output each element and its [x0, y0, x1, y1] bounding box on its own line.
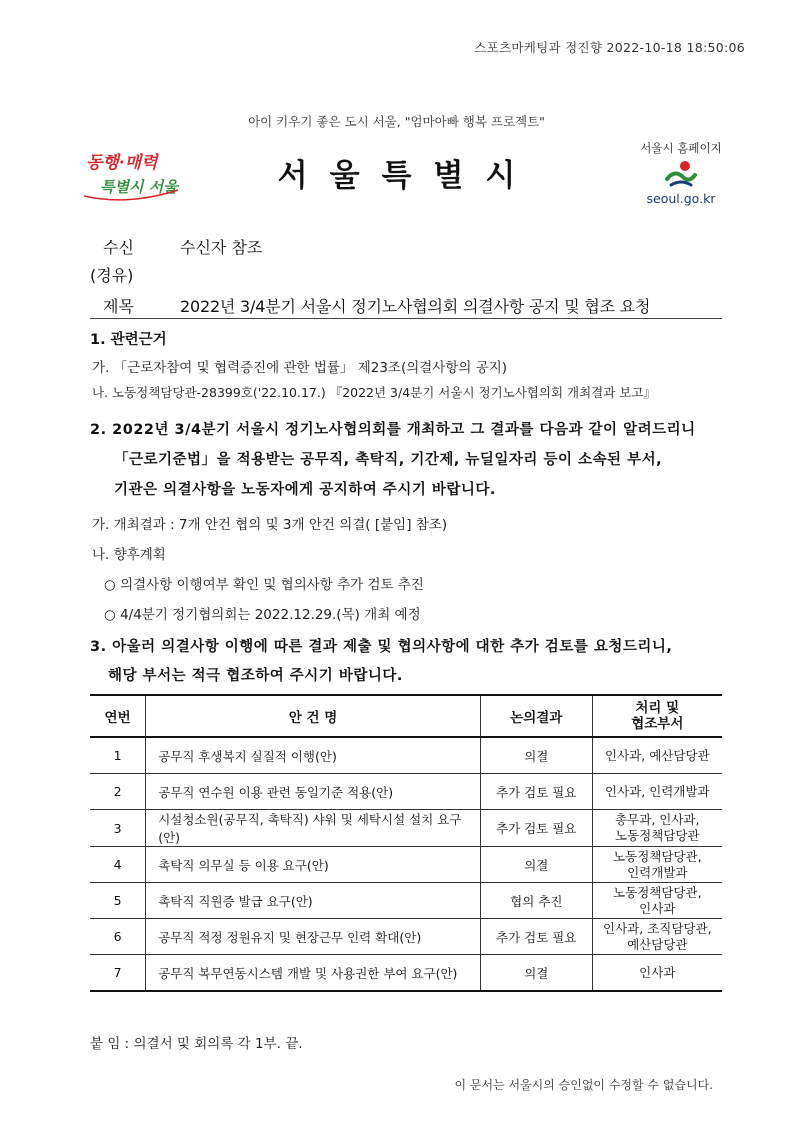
- table-row: [90, 955, 722, 992]
- homepage-block: [636, 140, 726, 220]
- row-dept: 인사과: [592, 955, 722, 992]
- homepage-domain[interactable]: seoul.go.kr: [646, 191, 716, 206]
- header-dept: 처리 및 협조부서: [592, 695, 722, 737]
- seoul-symbol-icon: [661, 159, 701, 189]
- row-no: 5: [90, 883, 146, 919]
- footer-note: 이 문서는 서울시의 승인없이 수정할 수 없습니다.: [454, 1078, 713, 1092]
- row-title: 촉탁직 의무실 등 이용 요구(안): [146, 847, 481, 883]
- section3-line-1: 3. 아울러 의결사항 이행에 따른 결과 제출 및 협의사항에 대한 추가 검토를 요청드리니,: [90, 639, 673, 655]
- org-title: 서울특별시: [277, 158, 538, 194]
- table-row: [90, 774, 722, 810]
- row-no: 6: [90, 919, 146, 955]
- row-title: 촉탁직 직원증 발급 요구(안): [146, 883, 481, 919]
- row-title: 공무직 복무연동시스템 개발 및 사용권한 부여 요구(안): [146, 955, 481, 992]
- section3-line-2: 해당 부서는 적극 협조하여 주시기 바랍니다.: [108, 668, 403, 684]
- table-row: [90, 847, 722, 883]
- header-divider: [90, 318, 722, 319]
- subject-label: 제목: [103, 297, 134, 316]
- row-no: 1: [90, 737, 146, 774]
- recipient-value: 수신자 참조: [180, 238, 263, 257]
- row-no: 4: [90, 847, 146, 883]
- row-result: 의결: [480, 955, 592, 992]
- agenda-table: [90, 694, 722, 992]
- recipient-label: 수신: [103, 238, 134, 257]
- attachment-line: 붙 임 : 의결서 및 회의록 각 1부. 끝.: [90, 1036, 303, 1052]
- plan-bullet-1: ○ 의결사항 이행여부 확인 및 협의사항 추가 검토 추진: [104, 577, 424, 593]
- svg-text:특별시 서울: 특별시 서울: [100, 178, 178, 196]
- header-title: 안 건 명: [146, 695, 481, 737]
- section2-line-3: 기관은 의결사항을 노동자에게 공지하여 주시기 바랍니다.: [114, 482, 496, 498]
- row-title: 공무직 후생복지 실질적 이행(안): [146, 737, 481, 774]
- plan-bullet-2: ○ 4/4분기 정기협의회는 2022.12.29.(목) 개최 예정: [104, 607, 421, 623]
- row-dept: 노동정책담당관, 인사과: [592, 883, 722, 919]
- table-header-row: [90, 695, 722, 737]
- row-dept: 총무과, 인사과, 노동정책담당관: [592, 810, 722, 847]
- row-dept: 인사과, 예산담당관: [592, 737, 722, 774]
- row-result: 추가 검토 필요: [480, 919, 592, 955]
- subject-value: 2022년 3/4분기 서울시 정기노사협의회 의결사항 공지 및 협조 요청: [180, 297, 651, 316]
- header-result: 논의결과: [480, 695, 592, 737]
- row-dept: 인사과, 인력개발과: [592, 774, 722, 810]
- row-result: 협의 추진: [480, 883, 592, 919]
- row-title: 공무직 연수원 이용 관련 동일기준 적용(안): [146, 774, 481, 810]
- row-no: 7: [90, 955, 146, 992]
- document-stamp: 스포츠마케팅과 정진향 2022-10-18 18:50:06: [474, 40, 745, 55]
- section1-heading: 1. 관련근거: [90, 332, 167, 348]
- row-dept: 노동정책담당관, 인력개발과: [592, 847, 722, 883]
- table-row: [90, 919, 722, 955]
- section2-line-1: 2. 2022년 3/4분기 서울시 정기노사협의회를 개최하고 그 결과를 다음과 같이 알려드리니: [90, 422, 696, 438]
- section2-line-2: 「근로기준법」을 적용받는 공무직, 촉탁직, 기간제, 뉴딜일자리 등이 소속된 부서,: [114, 452, 663, 468]
- section2-item-b: 나. 향후계획: [92, 547, 166, 563]
- svg-text:동행·매력: 동행·매력: [86, 153, 158, 173]
- header-no: 연번: [90, 695, 146, 737]
- slogan: 아이 키우기 좋은 도시 서울, "엄마아빠 행복 프로젝트": [248, 114, 545, 129]
- section1-item-a: 가. 「근로자참여 및 협력증진에 관한 법률」 제23조(의결사항의 공지): [92, 360, 508, 376]
- table-row: [90, 883, 722, 919]
- row-title: 공무직 적정 정원유지 및 현장근무 인력 확대(안): [146, 919, 481, 955]
- row-no: 3: [90, 810, 146, 847]
- row-dept: 인사과, 조직담당관, 예산담당관: [592, 919, 722, 955]
- table-row: [90, 737, 722, 774]
- section1-item-b: 나. 노동정책담당관-28399호('22.10.17.) 『2022년 3/4분기 서울시 정기노사협의회 개최결과 보고』: [92, 385, 656, 400]
- row-no: 2: [90, 774, 146, 810]
- row-result: 추가 검토 필요: [480, 774, 592, 810]
- row-title: 시설청소원(공무직, 촉탁직) 샤워 및 세탁시설 설치 요구(안): [146, 810, 481, 847]
- via-label: (경유): [90, 266, 134, 285]
- row-result: 의결: [480, 737, 592, 774]
- section2-item-a: 가. 개최결과 : 7개 안건 협의 및 3개 안건 의결( [붙임] 참조): [92, 517, 448, 533]
- homepage-label: 서울시 홈페이지: [640, 141, 722, 155]
- table-row: [90, 810, 722, 847]
- row-result: 의결: [480, 847, 592, 883]
- row-result: 추가 검토 필요: [480, 810, 592, 847]
